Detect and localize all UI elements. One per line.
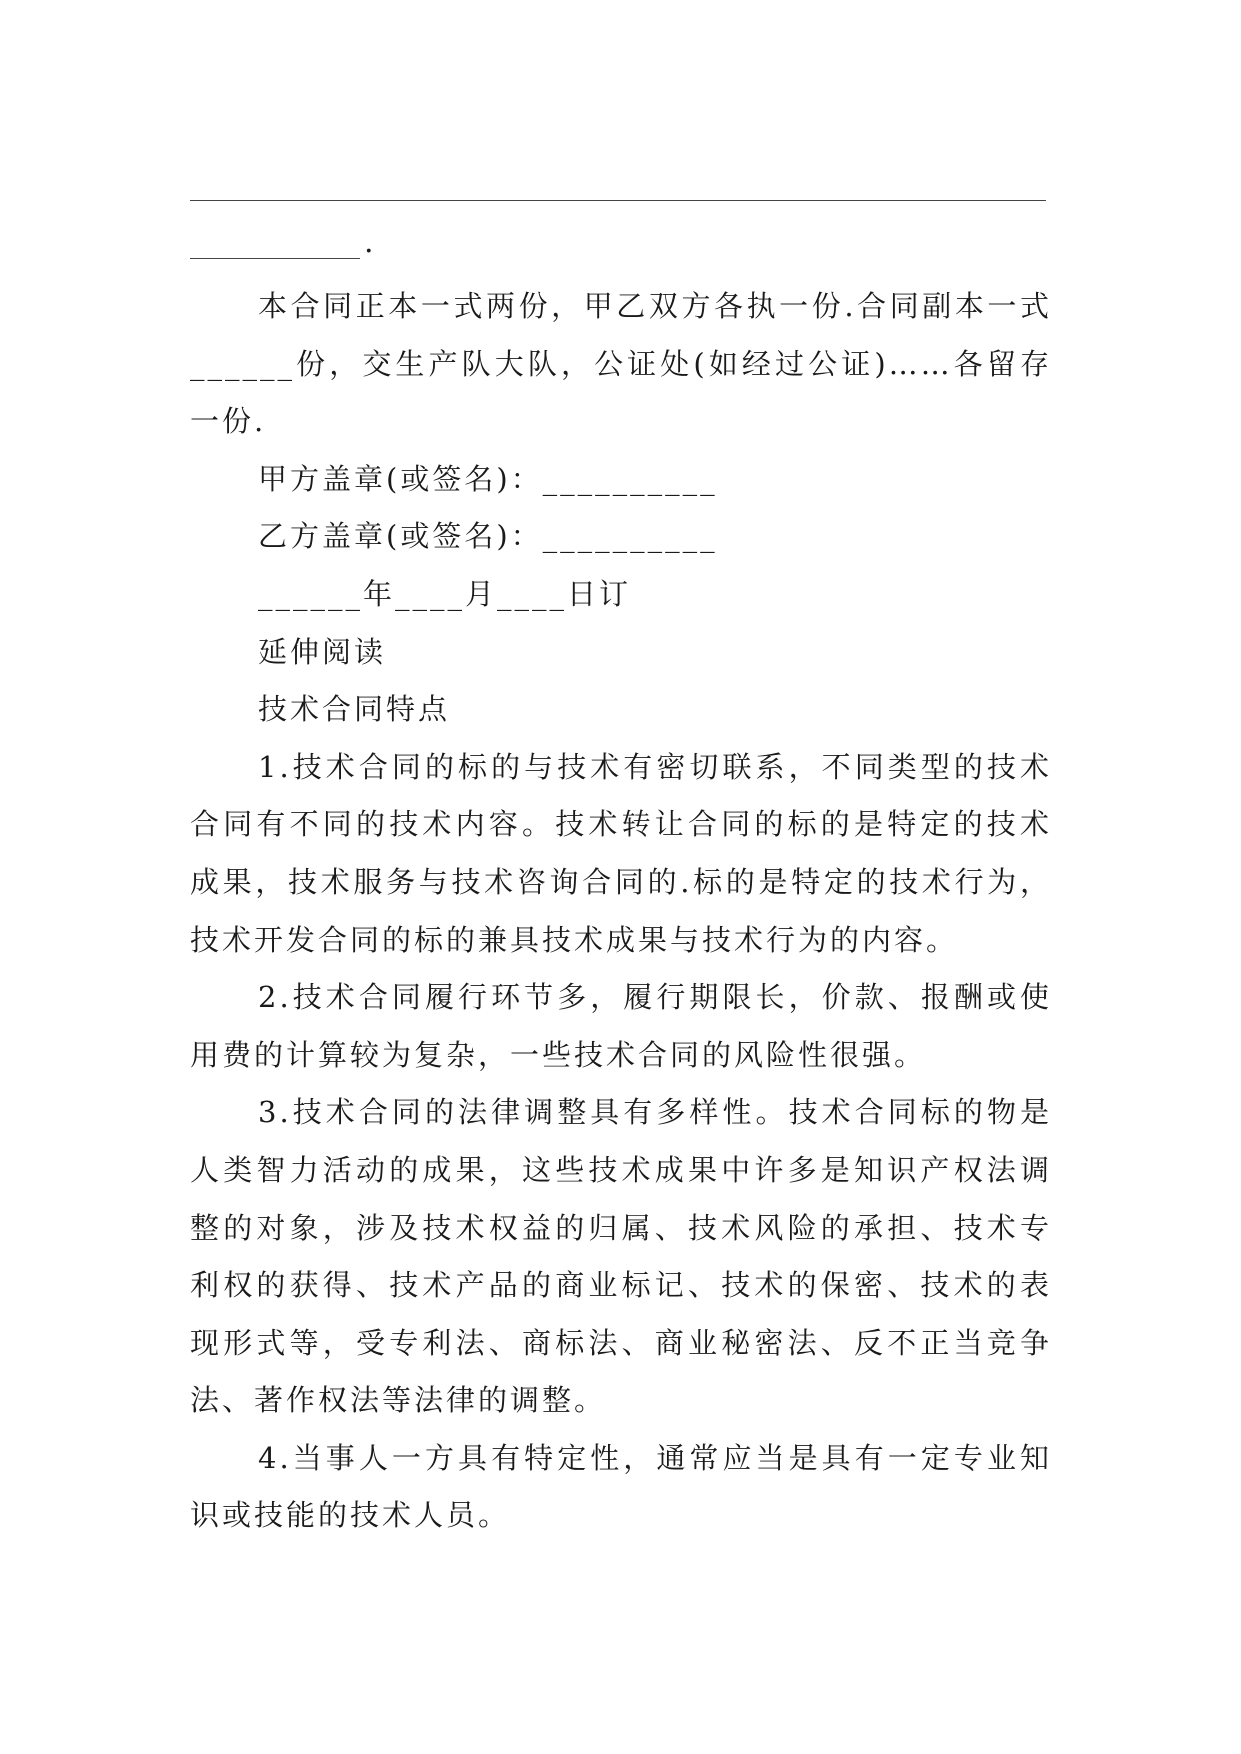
feature-paragraph-1: 1.技术合同的标的与技术有密切联系，不同类型的技术合同有不同的技术内容。技术转让合同的标的是特定的技术成果，技术服务与技术咨询合同的.标的是特定的技术行为，技术开发合同的标的兼具技术成果与技术行为的内容。 <box>190 749 1052 957</box>
extended-reading-heading: 延伸阅读 <box>258 634 387 669</box>
date-line: ______年____月____日订 <box>258 576 632 611</box>
section-heading: 技术合同特点 <box>258 692 451 727</box>
feature-paragraph-3: 3.技术合同的法律调整具有多样性。技术合同标的物是人类智力活动的成果，这些技术成果中许多是知识产权法调整的对象，涉及技术权益的归属、技术风险的承担、技术专利权的获得、技术产品的商业标记、技术的保密、技术的表现形式等，受专利法、商标法、商业秘密法、反不正当竞争法、著作权法等法律的调整。 <box>190 1095 1052 1418</box>
document-body <box>190 278 1052 1545</box>
blank-line-short <box>190 258 360 259</box>
copies-clause: 本合同正本一式两份，甲乙双方各执一份.合同副本一式______份，交生产队大队，公证处(如经过公证)……各留存一份. <box>190 289 1052 439</box>
blank-line-full <box>190 200 1046 201</box>
feature-paragraph-4: 4.当事人一方具有特定性，通常应当是具有一定专业知识或技能的技术人员。 <box>190 1440 1052 1533</box>
party-b-signature-line: 乙方盖章(或签名)：__________ <box>258 519 718 554</box>
blank-line-period: . <box>364 225 374 260</box>
party-a-signature-line: 甲方盖章(或签名)：__________ <box>258 461 718 496</box>
feature-paragraph-2: 2.技术合同履行环节多，履行期限长，价款、报酬或使用费的计算较为复杂，一些技术合同的风险性很强。 <box>190 980 1052 1072</box>
